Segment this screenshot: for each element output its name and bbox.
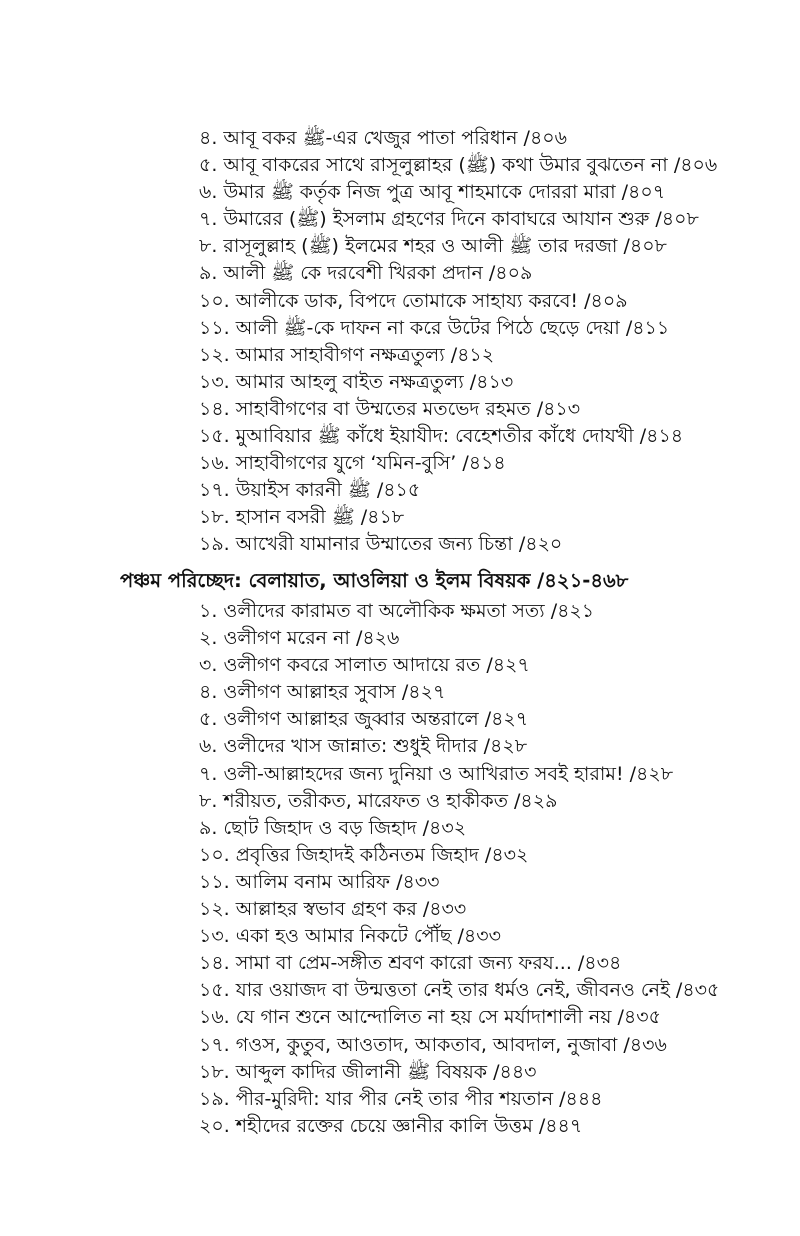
toc-entry [0,504,800,531]
toc-entry-number: ১৫. [199,979,230,1002]
toc-entry-number: ১৬. [199,1006,230,1029]
toc-entry-number: ১৭. [199,1033,230,1056]
toc-entry-number: ৯. [199,816,218,839]
toc-entry-page: /৪৪৩ [493,1060,537,1083]
toc-entry [0,706,800,733]
toc-entry-number: ৭. [199,762,218,785]
toc-entry-title: ওলীগণ আল্লাহর সুবাস [223,681,396,704]
toc-list-after [0,598,800,1140]
toc-entry-page: /৪২১ [550,600,595,622]
toc-entry-number: ১৯. [199,1087,230,1110]
toc-entry-title: শরীয়ত, তরীকত, মারেফত ও হাকীকত [223,789,508,812]
toc-entry-number: ২. [199,627,218,650]
toc-entry-title: যে গান শুনে আন্দোলিত না হয় সে মর্যাদাশালী নয় [235,1006,612,1029]
toc-entry-title: গওস, কুতুব, আওতাদ, আকতাব, আবদাল, নুজাবা [235,1033,618,1056]
toc-entry-page: /৪১৩ [536,397,581,420]
toc-entry [0,179,800,206]
toc-entry [0,396,800,423]
toc-entry [0,531,800,558]
toc-entry-title: ওলীগণ কবরে সালাত আদায়ে রত [223,654,481,677]
toc-entry [0,315,800,342]
toc-entry-title: ওলীদের খাস জান্নাত: শুধুই দীদার [223,735,478,758]
toc-entry [0,815,800,842]
toc-entry-page: /৪০৯ [488,262,533,285]
toc-entry-number: ৪. [199,681,218,704]
toc-entry-number: ১৭. [199,479,230,502]
toc-entry-title: আলী ﷺ কে দরবেশী খিরকা প্রদান [223,262,483,285]
toc-entry-page: /৪৩৪ [577,952,622,975]
toc-entry-title: হাসান বসরী ﷺ [235,506,355,529]
toc-entry-number: ৯. [199,262,218,285]
toc-entry-number: ১১. [199,316,230,339]
toc-entry-number: ১৪. [199,952,230,975]
toc-entry [0,652,800,679]
toc-entry-number: ১০. [199,843,230,866]
toc-entry-number: ১২. [199,898,230,921]
toc-entry-page: /৪০৬ [523,127,567,149]
toc-entry-page: /৪০৬ [673,154,718,177]
toc-entry [0,1004,800,1031]
toc-entry-page: /৪১৫ [376,479,421,502]
toc-entry-number: ১৩. [199,370,230,393]
toc-entry-page: /৪১৪ [639,425,684,448]
toc-entry-title: ওলীগণ মরেন না [223,627,350,650]
toc-entry-page: /৪০৯ [584,289,628,312]
toc-entry [0,288,800,315]
toc-entry-title: আবূ বাকরের সাথে রাসূলুল্লাহর (ﷺ) কথা উমার বুঝতেন না [223,154,668,177]
toc-entry-page: /৪২৯ [514,789,558,812]
toc-entry-number: ৮. [199,789,218,812]
toc-entry-page: /৪১৪ [462,452,506,475]
toc-entry [0,206,800,233]
toc-entry-title: ওলীদের কারামত বা অলৌকিক ক্ষমতা সত্য [223,600,545,622]
toc-entry [0,923,800,950]
toc-entry-number: ৮. [199,235,218,258]
toc-entry [0,1059,800,1086]
toc-entry-title: আমার সাহাবীগণ নক্ষত্রতুল্য [235,343,445,366]
toc-entry-title: যার ওয়াজদ বা উন্মত্ততা নেই তার ধর্মও নেই, জীবনও নেই [235,979,670,1002]
toc-entry-title: একা হও আমার নিকটে পৌঁছ [235,925,452,948]
toc-entry-number: ৭. [199,208,218,231]
toc-entry-title: প্রবৃত্তির জিহাদই কঠিনতম জিহাদ [235,843,479,866]
toc-entry-page: /৪০৭ [621,181,666,204]
toc-entry-number: ১৩. [199,925,230,948]
toc-entry-number: ১৬. [199,452,230,475]
toc-entry [0,869,800,896]
toc-entry [0,342,800,369]
toc-entry-page: /৪২৮ [629,762,674,785]
toc-entry-page: /৪৩২ [484,843,529,866]
toc-entry-page: /৪১৮ [360,506,405,529]
toc-entry-page: /৪৩৩ [396,870,440,893]
toc-entry [0,1113,800,1140]
toc-entry-title: আলীকে ডাক, বিপদে তোমাকে সাহায্য করবে! [235,289,579,312]
toc-entry [0,896,800,923]
toc-entry-number: ১০. [199,289,230,312]
toc-entry [0,679,800,706]
toc-entry-page: /৪৪৪ [559,1087,603,1110]
toc-entry-title: সামা বা প্রেম-সঙ্গীত শ্রবণ কারো জন্য ফরয... [235,952,572,975]
toc-entry-title: আব্দুল কাদির জীলানী ﷺ বিষয়ক [235,1060,488,1083]
toc-entry [0,1086,800,1113]
toc-entry-number: ১. [199,600,218,622]
toc-entry-number: ১১. [199,870,230,893]
toc-entry-page: /৪৩৩ [422,898,467,921]
toc-entry-title: আবূ বকর ﷺ-এর খেজুর পাতা পরিধান [223,127,518,149]
toc-entry-page: /৪১১ [625,316,670,339]
section-heading: পঞ্চম পরিচ্ছেদ: বেলায়াত, আওলিয়া ও ইলম বিষয়ক /৪২১-৪৬৮ [120,569,629,592]
toc-entry-page: /৪১২ [450,343,495,366]
toc-entry-title: আল্লাহর স্বভাব গ্রহণ কর [235,898,417,921]
toc-entry-title: আলী ﷺ-কে দাফন না করে উটের পিঠে ছেড়ে দেয়া [235,316,620,339]
toc-list-before [0,125,800,559]
toc-entry-title: সাহাবীগণের যুগে ‘যমিন-বুসি’ [235,452,457,475]
toc-entry-title: আখেরী যামানার উম্মাতের জন্য চিন্তা [235,533,513,556]
toc-entry-number: ৬. [199,735,218,758]
toc-entry-title: ওলীগণ আল্লাহর জুব্বার অন্তরালে [223,708,479,731]
toc-entry [0,842,800,869]
toc-entry-number: ৪. [199,127,218,149]
toc-entry-page: /৪২৭ [401,681,446,704]
toc-entry-number: ৩. [199,654,218,677]
toc-entry-number: ১৮. [199,506,230,529]
toc-entry-title: ছোট জিহাদ ও বড় জিহাদ [223,816,417,839]
toc-entry-page: /৪২৮ [483,735,528,758]
toc-entry-page: /৪২৬ [355,627,400,650]
toc-entry-page: /৪২৭ [486,654,530,677]
toc-entry [0,977,800,1004]
toc-entry-page: /৪৩২ [422,816,467,839]
toc-entry-page: /৪০৮ [655,208,699,231]
toc-entry [0,152,800,179]
toc-entry-page: /৪০৮ [623,235,667,258]
toc-entry-number: ৬. [199,181,218,204]
toc-entry-page: /৪২০ [518,533,563,556]
toc-entry [0,950,800,977]
toc-entry-page: /৪৪৭ [538,1114,583,1137]
toc-entry-page: /৪৩৩ [457,925,501,948]
toc-entry-page: /৪৩৬ [623,1033,667,1056]
toc-entry-page: /৪৩৫ [617,1006,661,1029]
toc-entry-title: শহীদের রক্তের চেয়ে জ্ঞানীর কালি উত্তম [235,1114,533,1137]
toc-entry-number: ৫. [199,708,218,731]
toc-entry-page: /৪২৭ [484,708,529,731]
toc-entry-page: /৪৩৫ [675,979,720,1002]
toc-entry-title: উমারের (ﷺ) ইসলাম গ্রহণের দিনে কাবাঘরে আযান শুরু [223,208,650,231]
toc-entry-page: /৪১৩ [469,370,514,393]
toc-entry-title: আলিম বনাম আরিফ [235,870,391,893]
toc-entry [0,598,800,625]
toc-entry [0,625,800,652]
toc-entry [0,788,800,815]
toc-entry-title: আমার আহলু বাইত নক্ষত্রতুল্য [235,370,464,393]
toc-entry-title: ওলী-আল্লাহদের জন্য দুনিয়া ও আখিরাত সবই হারাম! [223,762,624,785]
toc-entry [0,125,800,152]
toc-entry-title: উমার ﷺ কর্তৃক নিজ পুত্র আবূ শাহমাকে দোররা মারা [223,181,616,204]
toc-entry-title: পীর-মুরিদী: যার পীর নেই তার পীর শয়তান [235,1087,554,1110]
toc-entry [0,450,800,477]
toc-entry [0,233,800,260]
toc-entry [0,369,800,396]
toc-entry [0,761,800,788]
toc-entry-number: ১৫. [199,425,230,448]
toc-entry-number: ৫. [199,154,218,177]
toc-entry [0,733,800,760]
toc-entry-title: রাসূলুল্লাহ (ﷺ) ইলমের শহর ও আলী ﷺ তার দরজা [223,235,618,258]
toc-entry-number: ১২. [199,343,230,366]
toc-entry [0,1032,800,1059]
toc-entry-title: মুআবিয়ার ﷺ কাঁধে ইয়াযীদ: বেহেশতীর কাঁধে দোযখী [235,425,634,448]
toc-entry [0,477,800,504]
toc-entry-number: ১৯. [199,533,230,556]
toc-entry-title: উয়াইস কারনী ﷺ [235,479,371,502]
toc-entry-title: সাহাবীগণের বা উম্মতের মতভেদ রহমত [235,397,531,420]
toc-entry-number: ১৪. [199,397,230,420]
toc-entry-number: ১৮. [199,1060,230,1083]
toc-entry [0,260,800,287]
toc-entry [0,423,800,450]
toc-entry-number: ২০. [199,1114,230,1137]
